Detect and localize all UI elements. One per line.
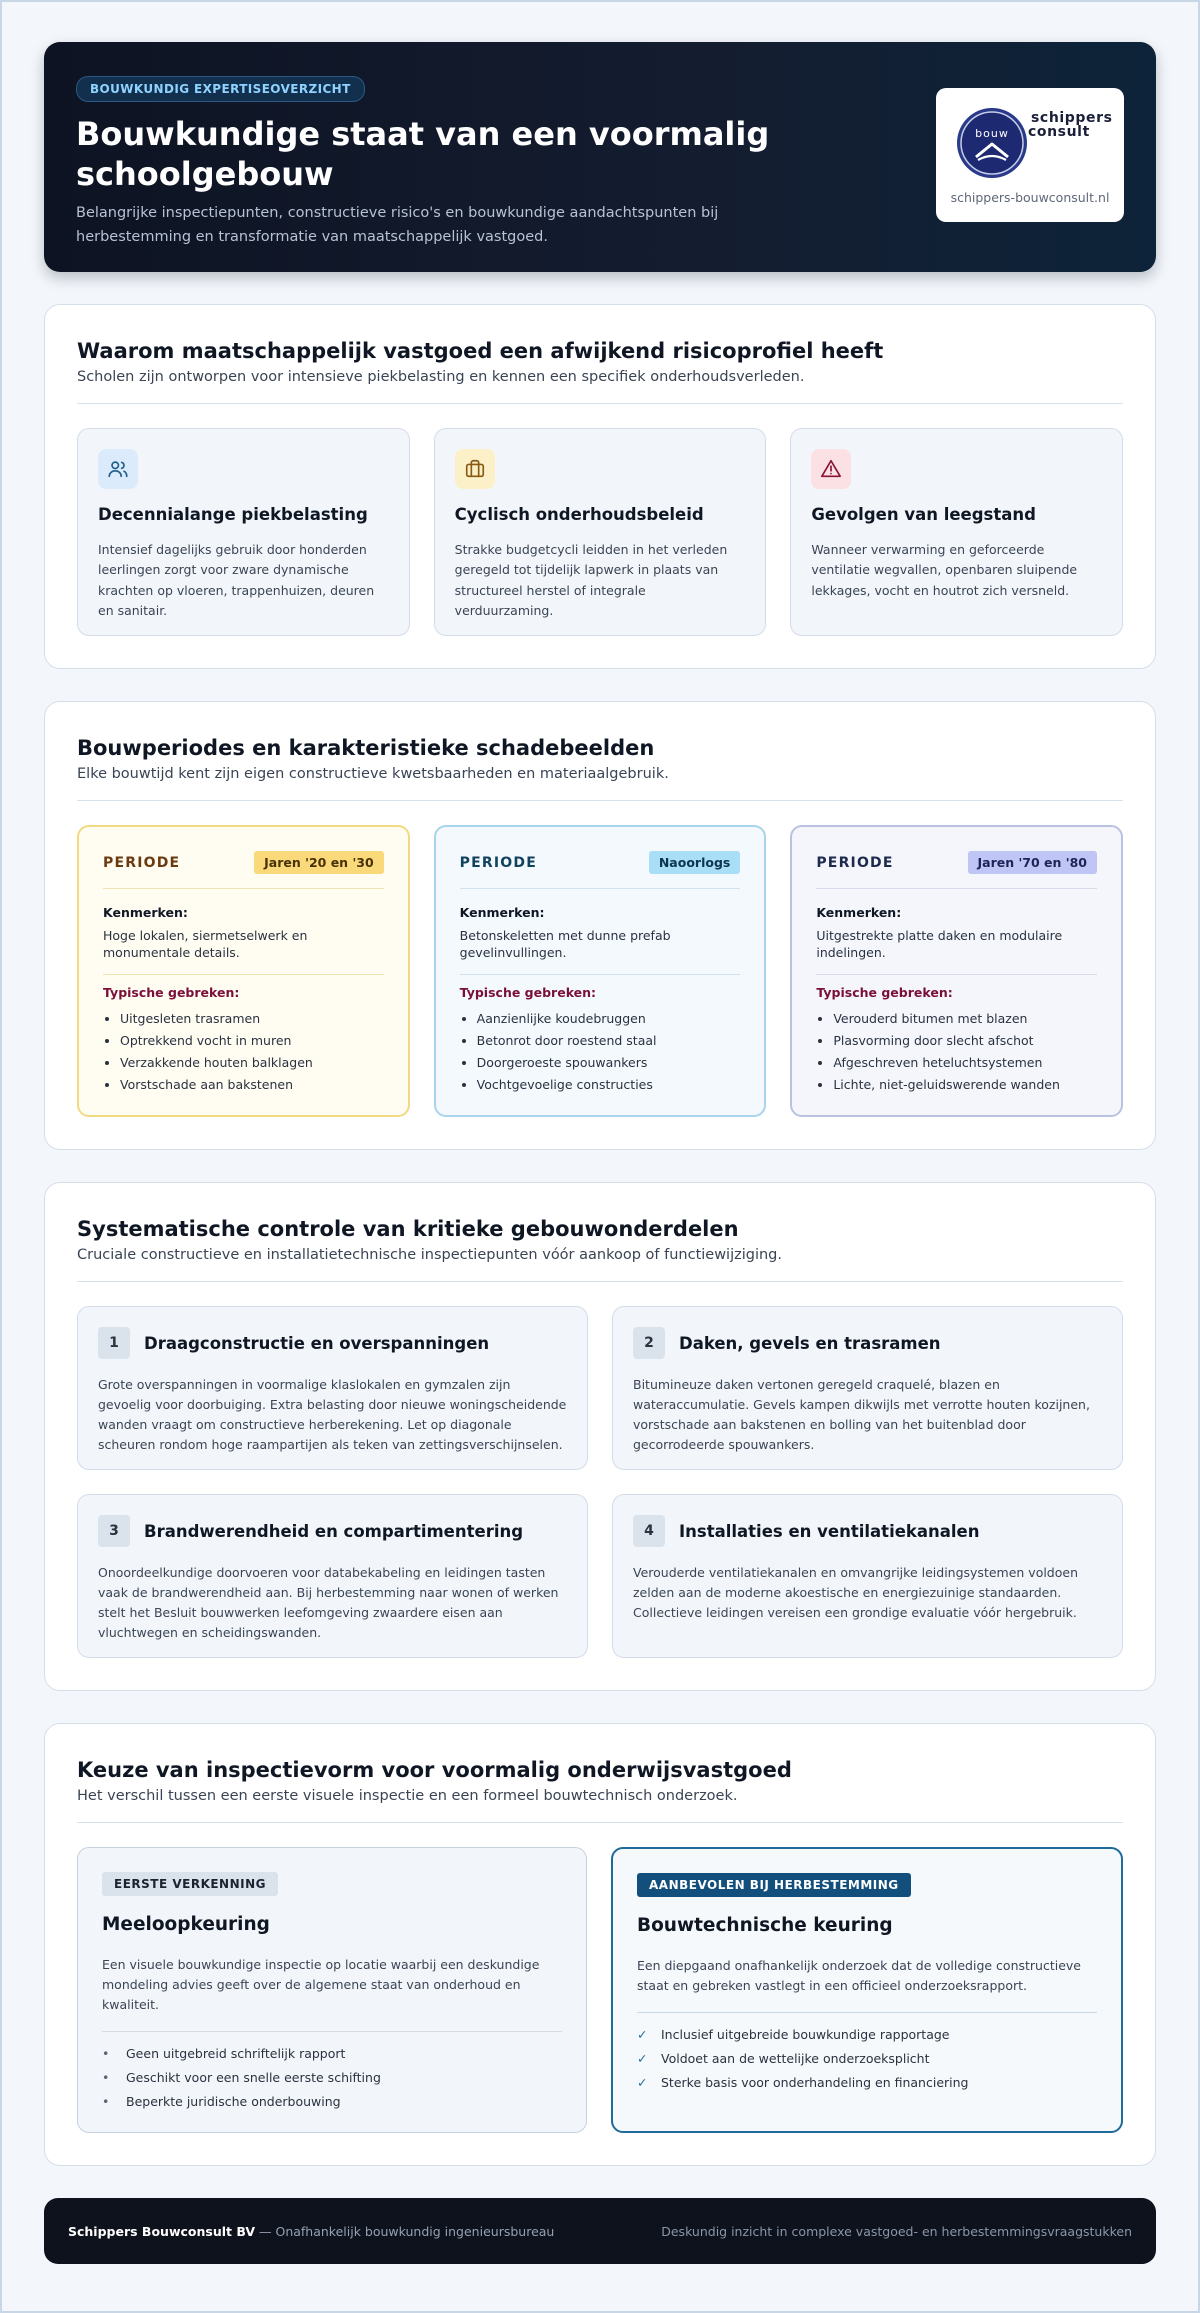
- divider: [102, 2031, 562, 2032]
- section-title: Waarom maatschappelijk vastgoed een afwijkend risicoprofiel heeft: [77, 339, 884, 363]
- list-item: • Verouderd bitumen met blazen: [833, 1008, 1097, 1030]
- period-badge: Jaren '70 en '80: [968, 851, 1098, 874]
- warning-icon: [820, 458, 842, 480]
- inspection-title: Installaties en ventilatiekanalen: [679, 1521, 980, 1541]
- divider: [103, 974, 384, 975]
- divider: [77, 800, 1123, 801]
- period-cards: [77, 825, 1123, 1117]
- risk-card-text: Strakke budgetcycli leidden in het verleden geregeld tot tijdelijk lapwerk in plaats van structureel herstel of integrale verduurzaming.: [454, 542, 728, 618]
- risk-card: [790, 428, 1123, 636]
- list-item: [637, 2023, 1097, 2047]
- risk-card: [434, 428, 767, 636]
- period-header: [103, 851, 384, 874]
- inspection-header: [98, 1327, 567, 1359]
- inspection-card: [77, 1494, 588, 1658]
- period-badge: Naoorlogs: [649, 851, 741, 874]
- divider: [77, 1822, 1123, 1823]
- logo-wordmark: [1028, 110, 1113, 140]
- list-item-text: Sterke basis voor onderhandeling en financiering: [661, 2075, 969, 2090]
- footer-right: Deskundig inzicht in complexe vastgoed- en herbestemmingsvraagstukken: [661, 2223, 1132, 2239]
- inspection-header: [633, 1515, 1102, 1547]
- list-item: • Lichte, niet-geluidswerende wanden: [833, 1074, 1097, 1096]
- period-header: [816, 851, 1097, 874]
- divider: [77, 403, 1123, 404]
- kenmerken-text: Betonskeletten met dunne prefab gevelinvullingen.: [459, 928, 671, 960]
- risk-card-text: Intensief dagelijks gebruik door honderden leerlingen zorgt voor zware dynamische krachten op vloeren, trappenhuizen, deuren en sanitair.: [98, 542, 375, 618]
- divider: [816, 888, 1097, 889]
- logo-word-2: consult: [1028, 124, 1090, 140]
- section-subtitle: Cruciale constructieve en installatietechnische inspectiepunten vóór aankoop of functiewijziging.: [77, 1247, 782, 1263]
- risk-cards: [77, 428, 1123, 636]
- bullet-icon: •: [102, 2046, 110, 2061]
- choice-list: [637, 2023, 1097, 2095]
- kenmerken-label: Kenmerken:: [103, 905, 188, 920]
- kenmerken-label: Kenmerken:: [816, 905, 902, 920]
- risk-card-title: Gevolgen van leegstand: [811, 505, 1036, 524]
- logo-url: schippers-bouwconsult.nl: [950, 190, 1110, 205]
- logo-word-1: schippers: [1031, 110, 1113, 126]
- list-item: • Uitgesleten trasramen: [120, 1008, 384, 1030]
- svg-text:bouw: bouw: [975, 127, 1009, 140]
- section-subtitle: Scholen zijn ontworpen voor intensieve piekbelasting en kennen een specifiek onderhoudsverleden.: [77, 369, 805, 385]
- briefcase-icon: [464, 458, 486, 480]
- divider: [103, 888, 384, 889]
- inspection-number: 2: [633, 1327, 665, 1359]
- section-title: Bouwperiodes en karakteristieke schadebeelden: [77, 736, 655, 760]
- list-item-text: Inclusief uitgebreide bouwkundige rapportage: [661, 2027, 950, 2042]
- risk-icon-badge: [98, 449, 138, 489]
- inspection-cards: [77, 1306, 1123, 1658]
- list-item: • Optrekkend vocht in muren: [120, 1030, 384, 1052]
- period-card: [790, 825, 1123, 1117]
- checkmark-icon: ✓: [637, 2075, 648, 2090]
- inspection-header: [633, 1327, 1102, 1359]
- period-label: PERIODE: [816, 854, 894, 871]
- footer-tagline: — Onafhankelijk bouwkundig ingenieursbureau: [255, 2223, 555, 2239]
- list-item: • Vochtgevoelige constructies: [477, 1074, 741, 1096]
- checkmark-icon: ✓: [637, 2027, 648, 2042]
- risk-card: [77, 428, 410, 636]
- divider: [460, 974, 741, 975]
- choice-card: [611, 1847, 1123, 2133]
- inspection-section: [44, 1182, 1156, 1691]
- inspection-number: 4: [633, 1515, 665, 1547]
- inspection-card: [77, 1306, 588, 1470]
- choice-title: Bouwtechnische keuring: [637, 1915, 893, 1936]
- gebreken-label: Typische gebreken:: [103, 985, 240, 1000]
- period-header: [460, 851, 741, 874]
- list-item: • Doorgeroeste spouwankers: [477, 1052, 741, 1074]
- checkmark-icon: ✓: [637, 2051, 648, 2066]
- footer-company: Schippers Bouwconsult BV: [68, 2223, 256, 2239]
- risk-card-text: Wanneer verwarming en geforceerde ventilatie wegvallen, openbaren sluipende lekkages, vocht en houtrot zich versneld.: [811, 542, 1078, 598]
- gebreken-label: Typische gebreken:: [459, 985, 597, 1000]
- period-label: PERIODE: [103, 854, 181, 871]
- list-item: [102, 2066, 562, 2090]
- choice-list: [102, 2042, 562, 2114]
- choice-text: Een visuele bouwkundige inspectie op locatie waarbij een deskundige mondeling advies geeft over de algemene staat van onderhoud en kwaliteit.: [102, 1957, 540, 2012]
- risk-icon-badge: [455, 449, 495, 489]
- gebreken-list: [460, 1008, 741, 1096]
- inspection-card: [612, 1306, 1123, 1470]
- list-item: • Vorstschade aan bakstenen: [120, 1074, 384, 1096]
- section-title: Systematische controle van kritieke gebouwonderdelen: [77, 1217, 739, 1241]
- divider: [816, 974, 1097, 975]
- inspection-header: [98, 1515, 567, 1547]
- kenmerken-label: Kenmerken:: [459, 905, 545, 920]
- choice-section: [44, 1723, 1156, 2166]
- section-title: Keuze van inspectievorm voor voormalig onderwijsvastgoed: [77, 1758, 792, 1782]
- choice-title: Meeloopkeuring: [102, 1914, 270, 1935]
- inspection-title: Brandwerendheid en compartimentering: [144, 1521, 524, 1541]
- choice-card: [77, 1847, 587, 2133]
- section-subtitle: Elke bouwtijd kent zijn eigen constructieve kwetsbaarheden en materiaalgebruik.: [77, 766, 669, 782]
- gebreken-list: [816, 1008, 1097, 1096]
- inspection-text: Bitumineuze daken vertonen geregeld craquelé, blazen en wateraccumulatie. Gevels kampen dikwijls met verrotte houten kozijnen, vorstschade aan bakstenen en bolling van het buitenblad door gecorrodeerde spouwankers.: [633, 1377, 1090, 1452]
- risk-icon-badge: [811, 449, 851, 489]
- list-item: [102, 2090, 562, 2114]
- list-item-text: Voldoet aan de wettelijke onderzoeksplicht: [661, 2051, 930, 2066]
- page-subtitle: Belangrijke inspectiepunten, constructieve risico's en bouwkundige aandachtspunten bij herbestemming en transformatie van maatschappelijk vastgoed.: [76, 205, 719, 245]
- period-card: [434, 825, 767, 1117]
- inspection-title: Daken, gevels en trasramen: [679, 1333, 941, 1353]
- risk-section: [44, 304, 1156, 669]
- gebreken-label: Typische gebreken:: [816, 985, 953, 1000]
- list-item: • Aanzienlijke koudebruggen: [477, 1008, 741, 1030]
- inspection-title: Draagconstructie en overspanningen: [144, 1333, 490, 1353]
- risk-card-title: Cyclisch onderhoudsbeleid: [454, 505, 704, 524]
- kenmerken-text: Uitgestrekte platte daken en modulaire indelingen.: [816, 928, 1063, 960]
- list-item: • Verzakkende houten balklagen: [120, 1052, 384, 1074]
- gebreken-list: [103, 1008, 384, 1096]
- period-label: PERIODE: [459, 854, 537, 871]
- list-item: [102, 2042, 562, 2066]
- choice-badge: AANBEVOLEN BIJ HERBESTEMMING: [637, 1873, 911, 1897]
- inspection-text: Onoordeelkundige doorvoeren voor databekabeling en leidingen tasten vaak de brandwerendheid aan. Bij herbestemming naar wonen of werken stelt het Besluit bouwwerken leefomgeving zwaardere eisen aan vluchtwegen en scheidingswanden.: [98, 1565, 559, 1640]
- divider: [77, 1281, 1123, 1282]
- choice-cards: [77, 1847, 1123, 2133]
- inspection-text: Verouderde ventilatiekanalen en omvangrijke leidingsystemen voldoen zelden aan de moderne akoestische en energiezuinige standaarden. Collectieve leidingen vereisen een grondige evaluatie vóór hergebruik.: [633, 1565, 1079, 1620]
- list-item-text: Geschikt voor een snelle eerste schifting: [126, 2070, 381, 2085]
- list-item: • Afgeschreven heteluchtsystemen: [833, 1052, 1097, 1074]
- list-item: [637, 2047, 1097, 2071]
- inspection-number: 3: [98, 1515, 130, 1547]
- divider: [637, 2012, 1097, 2013]
- house-logo-icon: [956, 107, 1028, 179]
- hero-banner: [44, 42, 1156, 272]
- choice-text: Een diepgaand onafhankelijk onderzoek dat de volledige constructieve staat en gebreken vastlegt in een officieel onderzoeksrapport.: [637, 1958, 1081, 1993]
- bullet-icon: •: [102, 2070, 110, 2085]
- bullet-icon: •: [102, 2094, 110, 2109]
- period-card: [77, 825, 410, 1117]
- choice-badge: EERSTE VERKENNING: [102, 1872, 278, 1896]
- periods-section: [44, 701, 1156, 1150]
- hero-tag: BOUWKUNDIG EXPERTISEOVERZICHT: [76, 76, 365, 102]
- list-item-text: Beperkte juridische onderbouwing: [126, 2094, 341, 2109]
- list-item: • Betonrot door roestend staal: [477, 1030, 741, 1052]
- section-subtitle: Het verschil tussen een eerste visuele inspectie en een formeel bouwtechnisch onderzoek.: [77, 1788, 738, 1804]
- divider: [460, 888, 741, 889]
- inspection-text: Grote overspanningen in voormalige klaslokalen en gymzalen zijn gevoelig voor doorbuiging. Extra belasting door nieuwe woningscheidende wanden vraagt om constructieve herberekening. Let op diagonale scheuren rondom hoge raampartijen als teken van zettingsverschijnselen.: [98, 1377, 567, 1452]
- list-item-text: Geen uitgebreid schriftelijk rapport: [126, 2046, 346, 2061]
- footer-left: [68, 2224, 554, 2239]
- list-item: • Plasvorming door slecht afschot: [833, 1030, 1097, 1052]
- page-title: Bouwkundige staat van een voormalig schoolgebouw: [76, 115, 770, 193]
- company-logo[interactable]: [936, 88, 1124, 222]
- inspection-number: 1: [98, 1327, 130, 1359]
- footer: [44, 2198, 1156, 2264]
- kenmerken-text: Hoge lokalen, siermetselwerk en monumentale details.: [103, 928, 308, 960]
- period-badge: Jaren '20 en '30: [254, 851, 384, 874]
- inspection-card: [612, 1494, 1123, 1658]
- list-item: [637, 2071, 1097, 2095]
- users-icon: [107, 458, 129, 480]
- risk-card-title: Decennialange piekbelasting: [98, 505, 368, 524]
